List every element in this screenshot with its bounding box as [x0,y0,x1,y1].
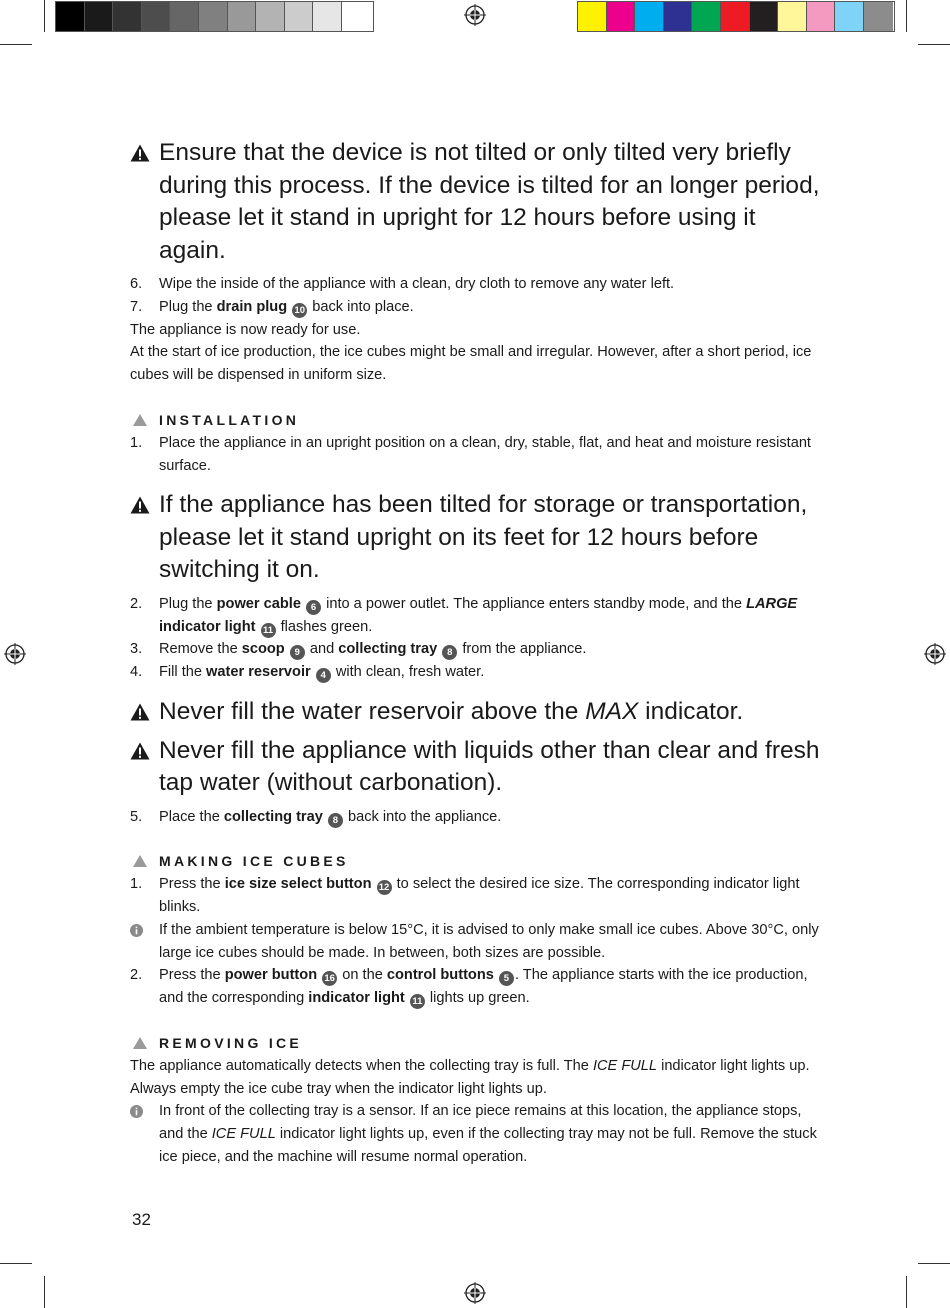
paragraph-text: indicator light lights up. Always empty the ice cube tray when the indicator light lights up. [130,1057,810,1097]
warning-triangle-icon [130,703,150,721]
section-heading-removing-ice [130,1032,824,1055]
indicator-name: ICE FULL [592,1057,658,1074]
step-number: 2. [130,967,143,984]
info-note [130,919,824,965]
step-text: Place the appliance in an upright position on a clean, dry, stable, flat, and heat and moisture resistant surface. [159,434,811,474]
section-triangle-icon [133,1037,147,1049]
step-text: Place the [159,808,224,825]
color-swatch [835,2,864,31]
list-item [130,806,824,829]
crop-mark [906,1276,907,1308]
color-swatch [313,2,342,31]
part-number-badge: 5 [499,971,514,986]
indicator-name: ICE FULL [211,1126,276,1143]
part-name: drain plug [216,298,288,315]
part-name: water reservoir [206,664,311,681]
warning-triangle-icon [130,496,150,514]
step-text: Plug the [159,298,217,315]
indicator-name: LARGE [746,595,798,612]
warning-triangle-icon [130,144,150,162]
info-icon [130,1105,143,1118]
step-text: back into the appliance. [343,808,502,825]
registration-mark-icon [4,643,26,665]
step-number: 1. [130,876,143,893]
crop-mark [0,44,32,45]
color-bar-grayscale [55,1,374,32]
step-number: 6. [130,276,143,292]
color-swatch [807,2,836,31]
color-swatch [256,2,285,31]
part-name: ice size select button [224,876,372,893]
crop-mark [918,44,950,45]
step-text: Press the [159,876,225,893]
step-number: 1. [130,434,143,451]
color-swatch [228,2,257,31]
crop-mark [0,1263,32,1264]
list-item [130,296,824,319]
step-text: Wipe the inside of the appliance with a clean, dry cloth to remove any water left. [159,276,675,292]
section-triangle-icon [133,414,147,426]
step-text: Plug the [159,595,217,612]
step-text: flashes green. [276,618,373,635]
part-name: indicator light [159,618,256,635]
step-text: Remove the [159,641,242,658]
part-name: control buttons [386,967,494,984]
registration-mark-icon [924,643,946,665]
part-number-badge: 16 [322,971,337,986]
warning-text: Ensure that the device is not tilted or only tilted very briefly during this process. If the device is tilted for an longer period, please let it stand in upright for 12 hours before using it again. [159,139,820,264]
step-text: . The appliance starts with the ice production, and the corresponding [159,967,808,1007]
step-text: to select the desired ice size. The corresponding indicator light blinks. [159,876,800,915]
part-number-badge: 11 [261,623,276,638]
list-item [130,964,824,1010]
step-text: back into place. [308,298,414,315]
warning-triangle-icon [130,742,150,760]
list-item [130,593,824,639]
part-number-badge: 12 [377,880,392,895]
list-item [130,638,824,661]
info-icon [130,924,143,937]
step-number: 5. [130,808,143,825]
warning-max-fill [130,696,824,729]
info-text: In front of the collecting tray is a sensor. If an ice piece remains at this location, the appliance stops, and the [159,1103,802,1143]
registration-mark-icon [464,1282,486,1304]
color-swatch [142,2,171,31]
color-swatch [607,2,636,31]
step-text: lights up green. [425,990,530,1007]
color-swatch [750,2,779,31]
color-swatch [113,2,142,31]
color-swatch [170,2,199,31]
crop-mark [918,1263,950,1264]
section-heading-making-ice [130,850,824,873]
color-swatch [199,2,228,31]
section-title: INSTALLATION [159,411,300,428]
paragraph: At the start of ice production, the ice cubes might be small and irregular. However, after a short period, ice cubes will be dispensed in uniform size. [130,344,812,384]
color-swatch [342,2,371,31]
color-swatch [56,2,85,31]
part-name: collecting tray [223,808,323,825]
color-swatch [85,2,114,31]
part-number-badge: 6 [306,600,321,615]
warning-text: indicator. [638,698,744,726]
step-number: 2. [130,595,143,612]
part-name: collecting tray [338,641,438,658]
part-number-badge: 8 [328,813,343,828]
part-number-badge: 11 [410,994,425,1009]
step-text: on the [338,967,387,984]
color-swatch [635,2,664,31]
part-name: power button [224,967,318,984]
color-swatch [578,2,607,31]
warning-text: Never fill the appliance with liquids other than clear and fresh tap water (without carbonation). [159,736,820,797]
color-bar-process [577,1,895,32]
part-number-badge: 8 [442,645,457,660]
color-swatch [664,2,693,31]
paragraph-text: The appliance automatically detects when the collecting tray is full. The [130,1057,593,1074]
info-text: indicator light lights up, even if the collecting tray may not be full. Remove the stuck ice piece, and the machine will resume normal operation. [159,1126,817,1165]
warning-liquids [130,735,824,800]
info-note [130,1100,824,1168]
page-number: 32 [132,1210,151,1229]
warning-text: If the appliance has been tilted for storage or transportation, please let it stand upright on its feet for 12 hours before switching it on. [159,491,808,584]
part-number-badge: 10 [292,303,307,318]
part-number-badge: 9 [290,645,305,660]
step-text: from the appliance. [458,641,587,658]
list-item [130,873,824,919]
section-title: MAKING ICE CUBES [159,853,349,870]
part-number-badge: 4 [316,668,331,683]
list-item [130,661,824,684]
list-item [130,273,824,296]
step-text: and [305,641,339,658]
paragraph: The appliance is now ready for use. [130,321,361,338]
manual-page-content [130,137,824,1169]
list-item [130,432,824,478]
color-swatch [864,2,893,31]
step-text: with clean, fresh water. [331,664,485,681]
step-text: into a power outlet. The appliance enters standby mode, and the [322,595,747,612]
part-name: indicator light [308,990,405,1007]
step-text: Press the [159,967,225,984]
part-name: power cable [216,595,301,612]
crop-mark [44,1276,45,1308]
warning-text: Never fill the water reservoir above the [159,698,586,726]
step-text: Fill the [159,664,207,681]
color-swatch [692,2,721,31]
warning-tilted-storage [130,489,824,587]
section-triangle-icon [133,855,147,867]
paragraph [130,1055,824,1101]
registration-mark-icon [464,4,486,26]
color-swatch [721,2,750,31]
section-title: REMOVING ICE [159,1034,303,1051]
info-text: If the ambient temperature is below 15°C, it is advised to only make small ice cubes. Above 30°C, only large ice cubes should be made. In between, both sizes are possible. [159,921,819,961]
indicator-name: MAX [585,698,639,726]
crop-mark [44,0,45,32]
warning-tilt [130,137,824,267]
step-number: 4. [130,664,143,681]
color-swatch [285,2,314,31]
step-number: 7. [130,298,143,315]
section-heading-installation [130,409,824,432]
crop-mark [906,0,907,32]
step-number: 3. [130,641,143,658]
color-swatch [778,2,807,31]
part-name: scoop [241,641,285,658]
